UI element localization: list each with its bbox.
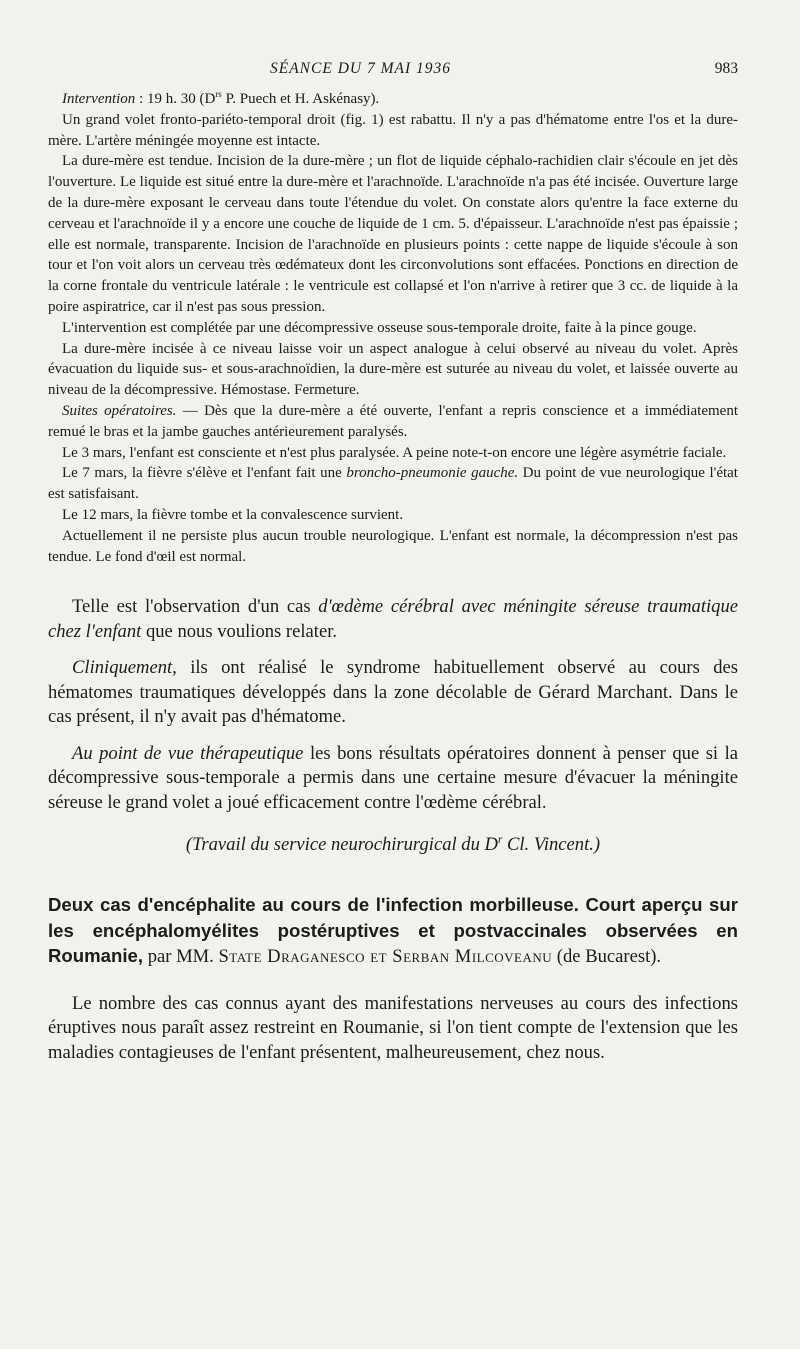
paragraph: Telle est l'observation d'un cas d'œdème cérébral avec méningite séreuse traumatique chez l'enfant que nous voulions relater. xyxy=(48,596,738,642)
running-head: SÉANCE DU 7 MAI 1936 xyxy=(270,60,452,77)
paragraph: Le 3 mars, l'enfant est consciente et n'est plus paralysée. A peine note-t-on encore une légère asymétrie faciale. xyxy=(62,444,727,461)
paragraph: Au point de vue thérapeutique les bons résultats opératoires donnent à penser que si la décompressive sous-temporale a permis dans une certaine mesure d'évacuer la méningite séreuse le grand volet a joué efficacement contre l'œdème cérébral. xyxy=(48,742,738,813)
suites-label: Suites opératoires. xyxy=(62,402,177,419)
paragraph: La dure-mère est tendue. Incision de la dure-mère ; un flot de liquide céphalo-rachidien clair s'écoule en jet dès l'ouverture. Le liquide est situé entre la dure-mère et l'arachnoïde. L'arachnoïde n'a pas été incisée. Ouverture large de la dure-mère exposant le cerveau dans toute l'étendue du volet. On constate alors qu'entre la face externe du cerveau et l'arachnoïde il y a encore une couche de liquide de 1 cm. 5. d'épaisseur. L'arachnoïde n'est pas épaissie ; elle est normale, transparente. Incision de l'arachnoïde en plusieurs points : cette nappe de liquide s'écoule à son tour et l'on voit alors un cerveau très œdémateux dont les circonvolutions sont effacées. Ponctions en direction de la corne frontale du ventricule latérale : le ventricule est collapsé et l'on n'arrive à retirer que 3 cc. de liquide à la poire aspiratrice, car il n'est pas sous pression. xyxy=(48,153,738,315)
title-text: Deux cas d'encéphalite au cours de l'infection morbilleuse. Court aperçu sur les encéphalomyélites postéruptives et postvaccinales observées en Roumanie, xyxy=(48,894,738,967)
paragraph: L'intervention est complétée par une décompressive osseuse sous-temporale droite, faite à la pince gouge. xyxy=(62,319,697,336)
intervention-line: Intervention : 19 h. 30 ($D^{rs}$ P. Puech et H. Askénasy). xyxy=(62,89,380,107)
paragraph: Actuellement il ne persiste plus aucun trouble neurologique. L'enfant est normale, la décompression n'est pas tendue. Le fond d'œil est normal. xyxy=(48,527,738,565)
intervention-label: Intervention xyxy=(62,91,136,107)
case-report xyxy=(48,84,738,567)
page-header xyxy=(48,54,738,84)
paragraph: Cliniquement, ils ont réalisé le syndrome habituellement observé au cours des hématomes traumatiques développés dans la zone décolable de Gérard Marchant. Dans le cas présent, il n'y avait pas d'hématome. xyxy=(48,657,738,728)
article-body: Le nombre des cas connus ayant des manifestations nerveuses au cours des infections éruptives nous paraît assez restreint en Roumanie, si l'on tient compte de l'extension que les maladies contagieuses de l'enfant présentent, malheureusement, chez nous. xyxy=(48,992,738,1063)
page-number: 983 xyxy=(714,60,738,77)
page xyxy=(48,54,738,1065)
paragraph: Un grand volet fronto-pariéto-temporal droit (fig. 1) est rabattu. Il n'y a pas d'hématome entre l'os et la dure-mère. L'artère méningée moyenne est intacte. xyxy=(48,111,738,149)
paragraph: Le 7 mars, la fièvre s'élève et l'enfant fait une broncho-pneumonie gauche. Du point de vue neurologique l'état est satisfaisant. xyxy=(48,465,738,503)
authors: State Draganesco et Serban Milcoveanu xyxy=(218,946,553,968)
credit-line: (Travail du service neurochirurgical du $D^r$ Cl. Vincent.) xyxy=(185,833,601,855)
discussion xyxy=(48,595,738,857)
article-title: Deux cas d'encéphalite au cours de l'infection morbilleuse. Court aperçu sur les encéphalomyélites postéruptives et postvaccinales observées en Roumanie, par MM. State Draganesco et Serban Milcoveanu (de Bucarest). xyxy=(48,894,738,968)
affiliation: (de Bucarest). xyxy=(552,946,662,968)
paragraph: La dure-mère incisée à ce niveau laisse voir un aspect analogue à celui observé au niveau du volet. Après évacuation du liquide sus- et sous-arachnoïdien, la dure-mère est suturée au niveau du volet, et laissée ouverte au niveau de la décompressive. Hémostase. Fermeture. xyxy=(48,340,738,399)
paragraph: Suites opératoires. — Dès que la dure-mère a été ouverte, l'enfant a repris conscience et a immédiatement remué le bras et la jambe gauches antérieurement paralysés. xyxy=(48,402,738,440)
paragraph: Le 12 mars, la fièvre tombe et la convalescence survient. xyxy=(62,506,404,523)
